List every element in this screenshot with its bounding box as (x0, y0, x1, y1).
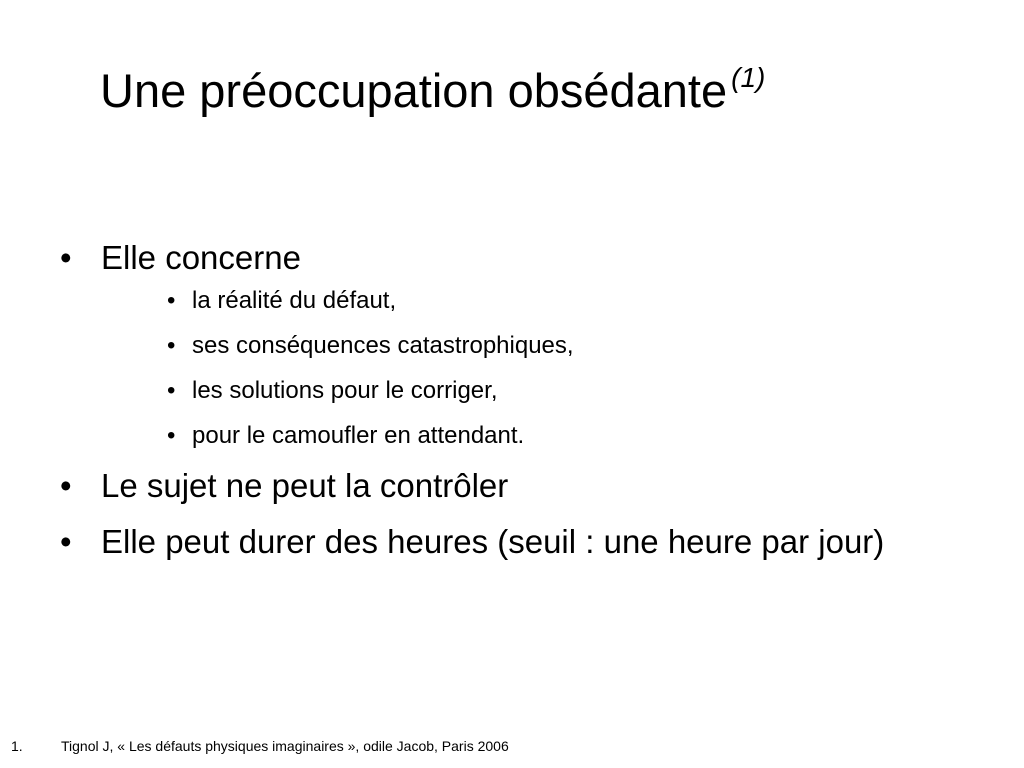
sub-bullet-list (101, 286, 960, 451)
bullet-dot-icon: • (60, 239, 72, 276)
bullet-text: Elle concerne (101, 239, 301, 276)
bullet-dot-icon: • (167, 287, 176, 314)
bullet-dot-icon: • (167, 377, 176, 404)
slide-title-text: Une préoccupation obsédante (100, 64, 728, 117)
bullet-dot-icon: • (60, 467, 72, 504)
sub-bullet-text: ses conséquences catastrophiques, (192, 332, 574, 359)
sub-bullet-text: pour le camoufler en attendant. (192, 422, 525, 449)
bullet-dot-icon: • (167, 422, 176, 449)
slide-title (100, 62, 765, 118)
bullet-dot-icon: • (60, 523, 72, 560)
footnote (11, 737, 509, 755)
bullet-item (60, 466, 960, 506)
sub-bullet-item (167, 286, 960, 316)
bullet-text: Le sujet ne peut la contrôler (101, 467, 509, 504)
footnote-number: 1. (11, 738, 23, 754)
bullet-item (60, 238, 960, 451)
title-footnote-ref: (1) (731, 62, 766, 93)
bullet-item (60, 522, 960, 562)
bullet-text: Elle peut durer des heures (seuil : une heure par jour) (101, 523, 885, 560)
footnote-text: Tignol J, « Les défauts physiques imaginaires », odile Jacob, Paris 2006 (61, 738, 509, 754)
sub-bullet-text: la réalité du défaut, (192, 287, 397, 314)
bullet-dot-icon: • (167, 332, 176, 359)
sub-bullet-item (167, 376, 960, 406)
sub-bullet-item (167, 421, 960, 451)
sub-bullet-item (167, 331, 960, 361)
bullet-list (60, 238, 960, 576)
sub-bullet-text: les solutions pour le corriger, (192, 377, 498, 404)
